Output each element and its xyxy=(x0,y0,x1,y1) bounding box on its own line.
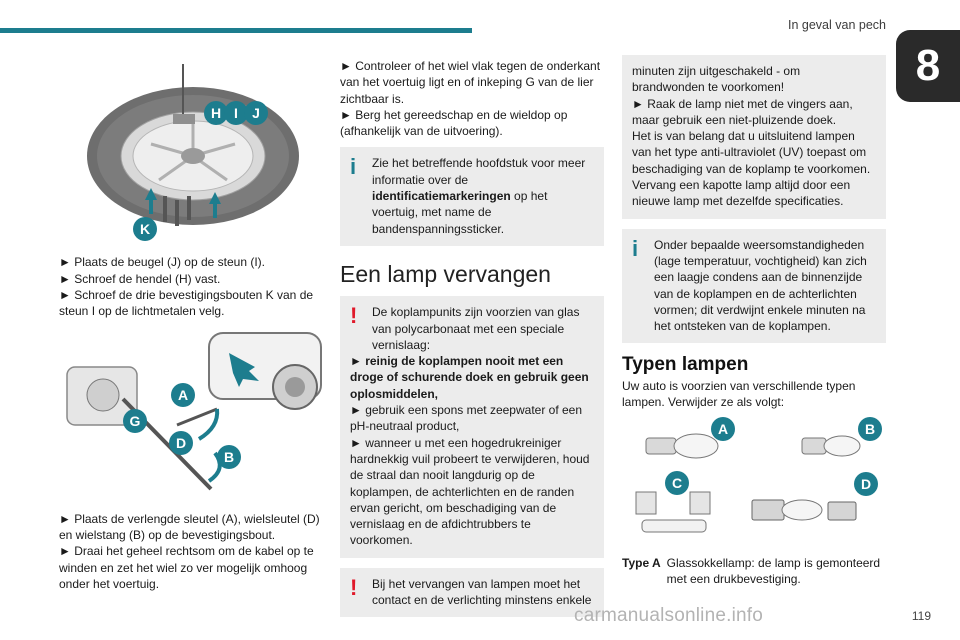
svg-text:J: J xyxy=(252,105,260,121)
types-intro: Uw auto is voorzien van verschillende typen lampen. Verwijder ze als volgt: xyxy=(622,378,856,410)
svg-text:C: C xyxy=(671,475,683,492)
section-title: In geval van pech xyxy=(788,18,886,32)
svg-text:H: H xyxy=(210,105,222,121)
svg-text:K: K xyxy=(139,221,151,237)
warning-text: Bij het vervangen van lampen moet het contact en de verlichting minstens enkele xyxy=(372,576,592,608)
lamp-d-label xyxy=(854,472,878,496)
step-text: ► Berg het gereedschap en de wieldop op (afhankelijk van de uitvoering). xyxy=(340,107,568,139)
svg-text:B: B xyxy=(223,449,235,466)
warning-bold-item: ► reinig de koplampen nooit met een droge of schurende doek en gebruik geen oplosmiddelen, xyxy=(350,354,589,401)
figure2-label-g xyxy=(123,409,147,433)
warning-item: ► wanneer u met een hogedrukreiniger hardnekkig vuil probeert te verwijderen, houd de straal dan nooit langdurig op de koplampen, de achterlichten en de randen ervan gericht, om beschadiging van de vernislaag en de afdichtrubbers te voorkomen. xyxy=(350,435,590,548)
lamp-a-label xyxy=(711,417,735,441)
info-text-post: op het voertuig, met name de bandenspanningssticker. xyxy=(372,189,548,236)
column-3 xyxy=(622,55,886,587)
step-text: ► Schroef de drie bevestigingsbouten K van de steun I op de lichtmetalen velg. xyxy=(59,287,314,319)
info-icon: i xyxy=(350,154,357,180)
figure2-label-b xyxy=(217,445,241,469)
warning-box-continued xyxy=(622,55,886,219)
steps-list-1 xyxy=(59,254,324,319)
figure1-label-k xyxy=(133,217,157,241)
type-a-text: Glassokkellamp: de lamp is gemonteerd met een drukbevestiging. xyxy=(666,555,881,586)
info-text: Onder bepaalde weersomstandigheden (lage temperatuur, vochtigheid) kan zich een laagje condens aan de binnenzijde van de koplampen en de achterlichten vormen; dit verdwijnt enkele minuten na het ontsteken van de koplampen. xyxy=(654,237,867,334)
watermark: carmanualsonline.info xyxy=(574,605,764,626)
step-text: ► Plaats de verlengde sleutel (A), wielsleutel (D) en wielstang (B) op de bevestigingsbout. xyxy=(59,511,320,543)
warning-item: ► gebruik een spons met zeepwater of een pH-neutraal product, xyxy=(350,403,583,434)
page-number: 119 xyxy=(911,609,931,623)
column-1 xyxy=(59,58,324,592)
type-a-description xyxy=(622,555,886,588)
warning-cont-text: minuten zijn uitgeschakeld - om brandwonden te voorkomen! xyxy=(632,64,801,95)
figure2-label-d xyxy=(169,431,193,455)
info-icon: i xyxy=(632,235,639,261)
chapter-tab: 8 xyxy=(896,30,960,102)
lamp-b-drawing xyxy=(802,436,860,456)
lamp-c-drawing xyxy=(636,492,710,532)
figure1-label-j xyxy=(244,101,268,125)
svg-text:G: G xyxy=(129,413,141,430)
lamp-d-drawing xyxy=(752,500,856,520)
warning-box xyxy=(340,296,604,557)
svg-text:A: A xyxy=(177,387,189,404)
step-text: ► Draai het geheel rechtsom om de kabel op te winden en zet het wiel zo ver mogelijk omhoog onder het voertuig. xyxy=(59,544,314,591)
figure2-label-a xyxy=(171,383,195,407)
step-text: ► Controleer of het wiel vlak tegen de onderkant van het voertuig ligt en of inkeping G van de lier zichtbaar is. xyxy=(340,59,601,106)
warning-icon: ! xyxy=(350,303,358,329)
lamp-c-label xyxy=(665,471,689,495)
info-text xyxy=(350,155,594,236)
steps-list-2 xyxy=(59,511,324,592)
info-text-pre: Zie het betreffende hoofdstuk voor meer informatie over de xyxy=(372,156,586,187)
svg-text:A: A xyxy=(717,421,729,438)
column-2 xyxy=(340,58,604,617)
warning-cont-text: ► Raak de lamp niet met de vingers aan, maar gebruik een niet-pluizende doek. xyxy=(632,96,853,127)
lamp-a-drawing xyxy=(646,434,718,458)
info-text-bold: identificatiemarkeringen xyxy=(372,189,511,204)
lamp-heading: Een lamp vervangen xyxy=(340,260,551,287)
winch-tool-illustration xyxy=(59,329,324,499)
warning-intro: De koplampunits zijn voorzien van glas van polycarbonaat met een speciale vernislaag: xyxy=(372,305,580,352)
type-a-label: Type A xyxy=(622,555,661,570)
warning-box-2 xyxy=(340,568,604,618)
lamp-types-illustration xyxy=(622,416,886,542)
svg-text:B: B xyxy=(864,421,876,438)
info-box-2 xyxy=(622,229,886,344)
step-text: ► Schroef de hendel (H) vast. xyxy=(59,271,221,286)
header-accent-bar xyxy=(0,28,472,33)
types-heading: Typen lampen xyxy=(622,354,749,376)
lamp-b-label xyxy=(858,417,882,441)
warning-cont-text: Vervang een kapotte lamp altijd door een nieuwe lamp met dezelfde specificaties. xyxy=(632,178,851,209)
step-text: ► Plaats de beugel (J) op de steun (I). xyxy=(59,255,265,270)
info-box xyxy=(340,147,604,245)
svg-text:I: I xyxy=(234,105,238,121)
spare-wheel-illustration xyxy=(59,58,324,244)
warning-icon: ! xyxy=(350,574,358,600)
warning-cont-text: Het is van belang dat u uitsluitend lampen van het type anti-ultraviolet (UV) toepast om beschadiging van de koplamp te voorkomen. xyxy=(632,129,871,176)
svg-text:D: D xyxy=(860,476,872,493)
svg-text:D: D xyxy=(175,435,187,452)
